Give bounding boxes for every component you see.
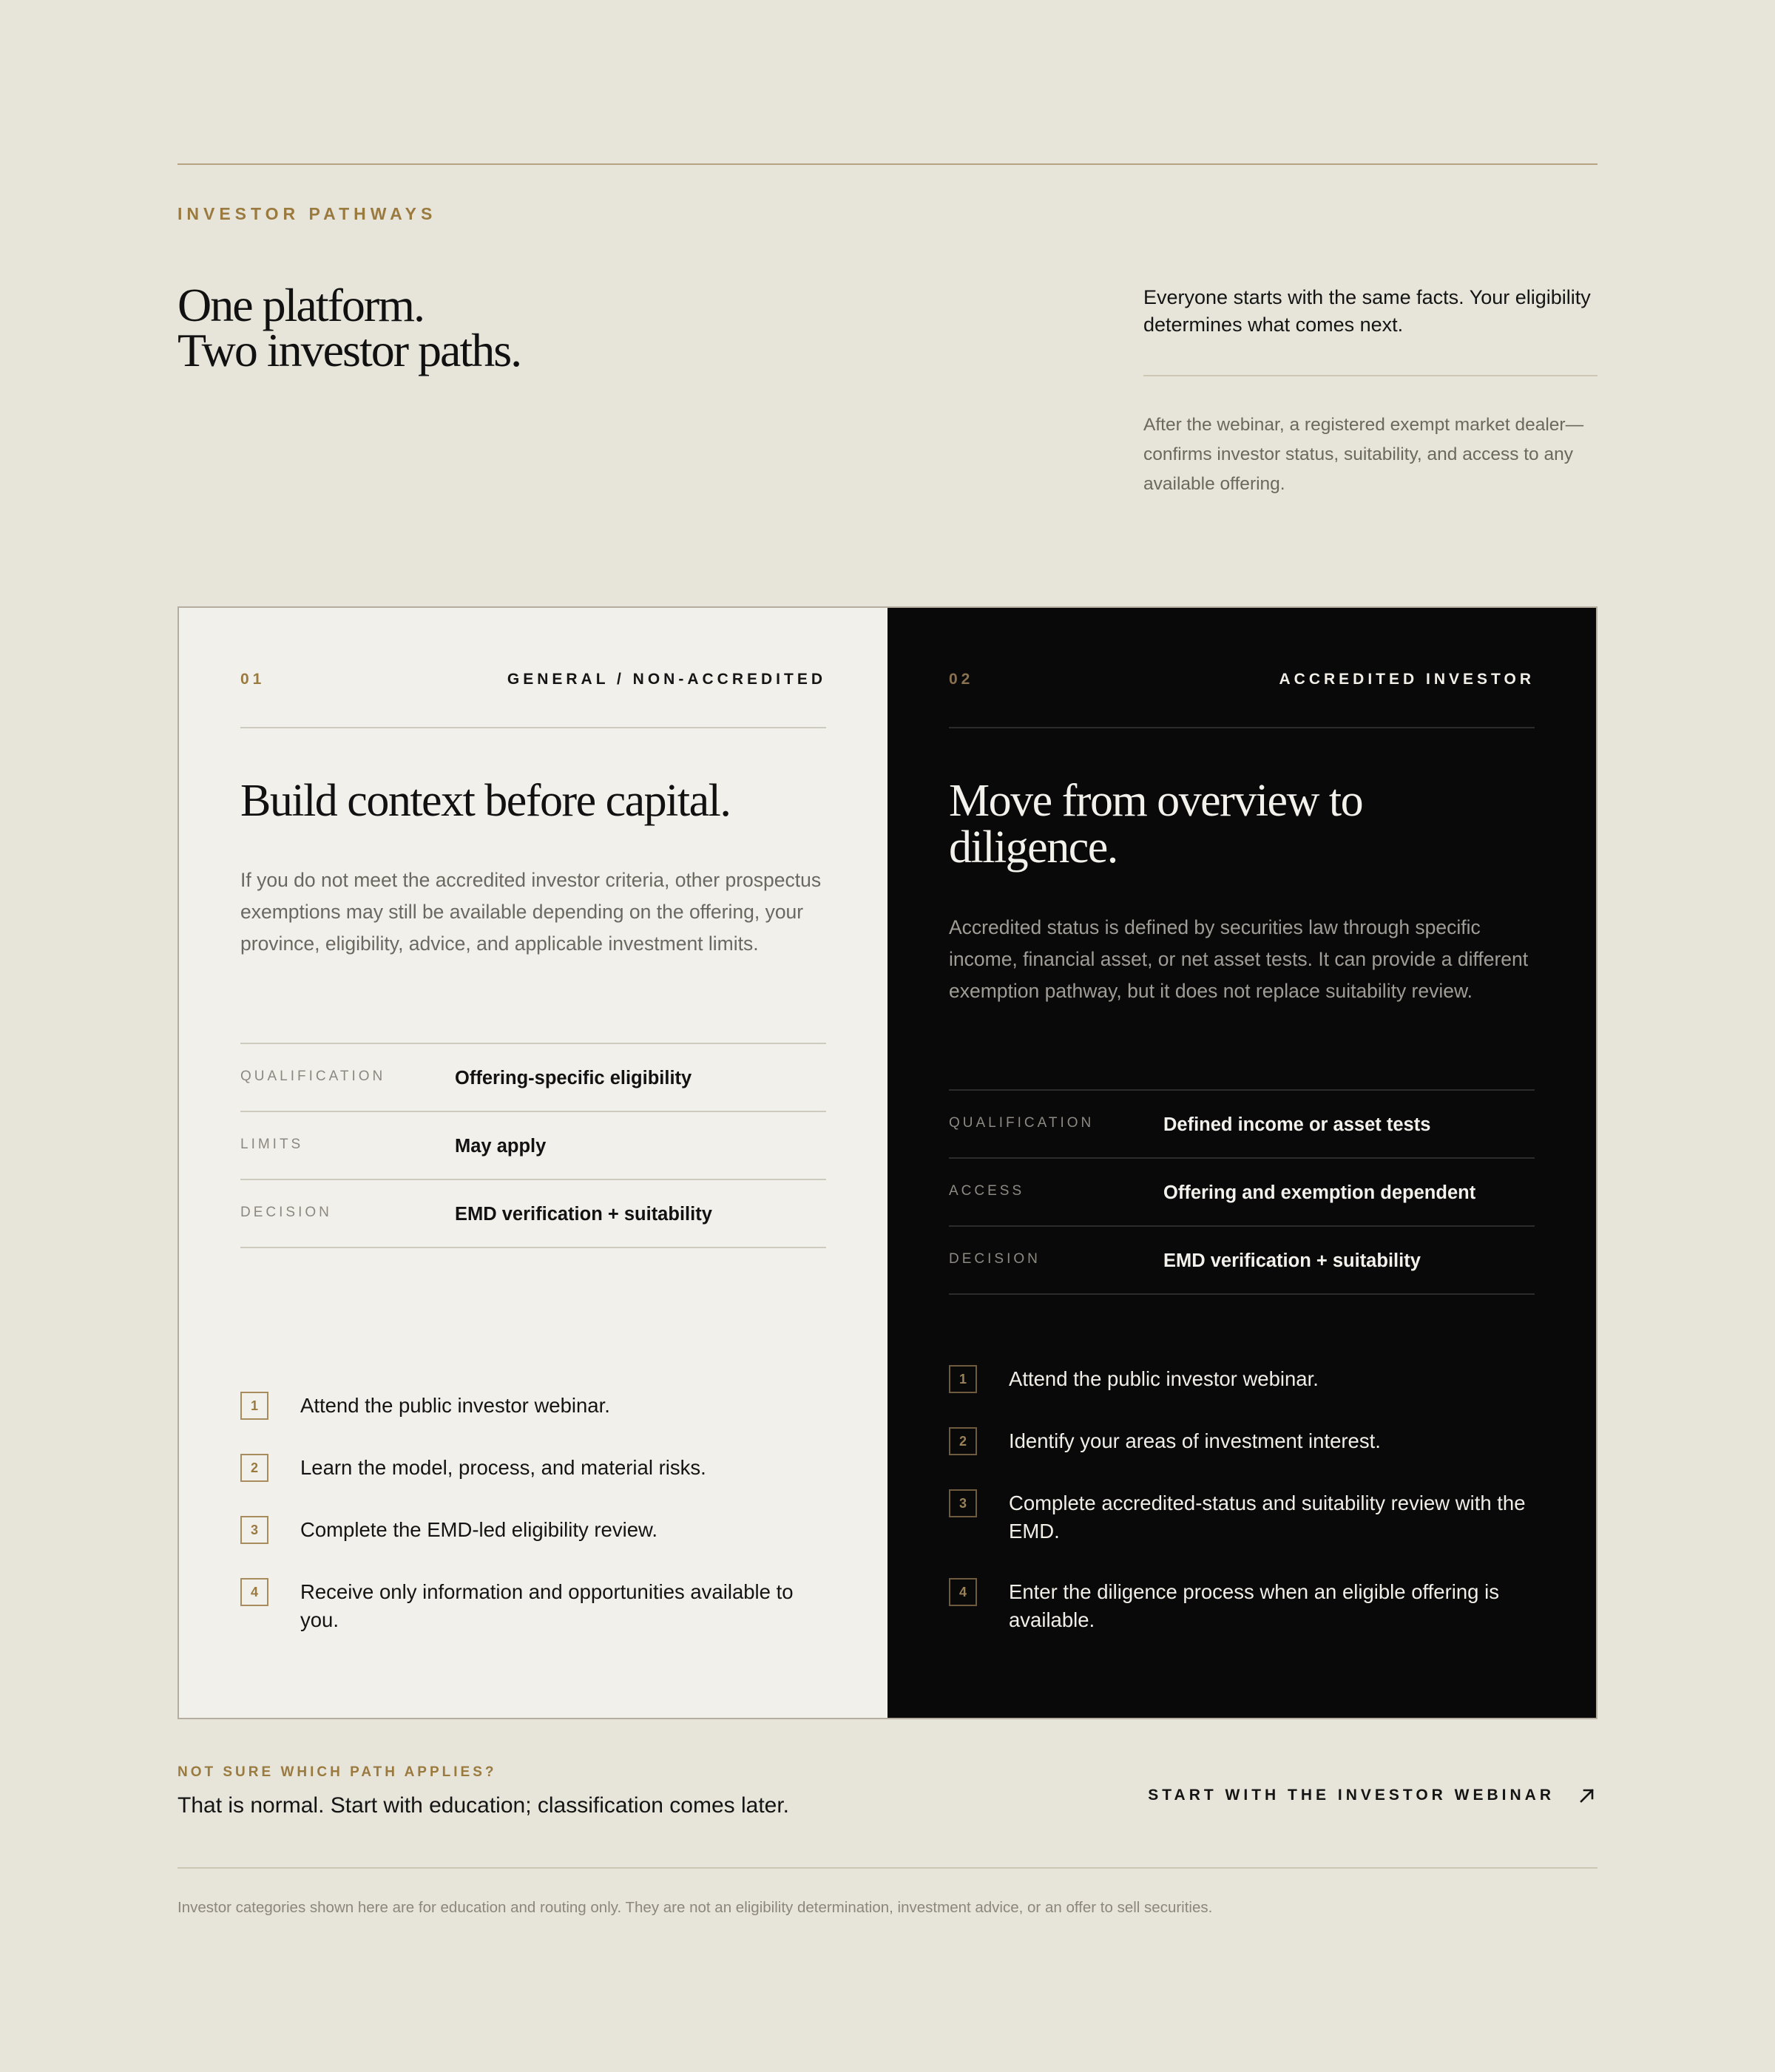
step-text: Learn the model, process, and material risks.: [300, 1456, 706, 1479]
card-title: Move from overview to diligence.: [949, 776, 1363, 873]
spec-row-qualification: [240, 1043, 826, 1111]
step-text: Enter the diligence process when an eligible offering is available.: [1009, 1580, 1499, 1631]
step-text: Receive only information and opportunities available to you.: [300, 1580, 794, 1631]
spec-value: May apply: [455, 1136, 547, 1157]
spec-value: EMD verification + suitability: [1163, 1250, 1421, 1271]
step-number-badge: 3: [240, 1516, 268, 1544]
step-text: Complete accredited-status and suitability review with the EMD.: [1009, 1492, 1526, 1543]
card-number: 02: [949, 671, 974, 688]
step-number-badge: 2: [240, 1454, 268, 1482]
bottom-divider: [178, 1867, 1598, 1869]
step-number-badge: 4: [240, 1578, 268, 1606]
spec-value: Offering and exemption dependent: [1163, 1182, 1476, 1203]
spec-row-limits: [240, 1111, 826, 1179]
spec-row-decision: [949, 1225, 1535, 1295]
page-title-line-1: One platform.: [178, 279, 424, 331]
card-divider: [949, 727, 1535, 728]
spec-label: QUALIFICATION: [240, 1069, 386, 1084]
spec-row-decision: [240, 1179, 826, 1248]
card-divider: [240, 727, 826, 728]
step-number-badge: 2: [949, 1427, 977, 1455]
spec-label: DECISION: [949, 1251, 1041, 1267]
card-tag: ACCREDITED INVESTOR: [1279, 671, 1535, 688]
step-text: Complete the EMD-led eligibility review.: [300, 1518, 657, 1541]
card-title: Build context before capital.: [240, 776, 731, 826]
intro-body: After the webinar, a registered exempt market dealer—confirms investor status, suitability, and access to any available offering.: [1143, 415, 1584, 494]
help-eyebrow: NOT SURE WHICH PATH APPLIES?: [178, 1764, 497, 1780]
start-webinar-link[interactable]: [1148, 1781, 1598, 1810]
spec-value: Defined income or asset tests: [1163, 1114, 1431, 1135]
spec-label: DECISION: [240, 1205, 332, 1220]
step-number-badge: 4: [949, 1578, 977, 1606]
card-description: If you do not meet the accredited investor criteria, other prospectus exemptions may still be available depending on the offering, your province, eligibility, advice, and applicable investment limits.: [240, 869, 822, 955]
card-tag: GENERAL / NON-ACCREDITED: [507, 671, 826, 688]
spec-row-access: [949, 1157, 1535, 1225]
spec-label: QUALIFICATION: [949, 1115, 1095, 1131]
spec-row-qualification: [949, 1089, 1535, 1157]
section-eyebrow: INVESTOR PATHWAYS: [178, 204, 437, 223]
step-number-badge: 1: [240, 1392, 268, 1420]
spec-value: Offering-specific eligibility: [455, 1068, 692, 1089]
step-text: Attend the public investor webinar.: [300, 1394, 610, 1417]
page-title: [178, 279, 843, 376]
spec-label: LIMITS: [240, 1137, 304, 1152]
spec-table: [240, 1043, 826, 1248]
card-description: Accredited status is defined by securities law through specific income, financial asset, or net asset tests. It can provide a different exemption pathway, but it does not replace suitability review.: [949, 916, 1529, 1002]
step-number-badge: 1: [949, 1365, 977, 1393]
disclaimer: Investor categories shown here are for education and routing only. They are not an eligibility determination, investment advice, or an offer to sell securities.: [178, 1899, 1213, 1916]
intro-divider: [1143, 375, 1598, 376]
spec-label: ACCESS: [949, 1183, 1025, 1199]
cta-label: START WITH THE INVESTOR WEBINAR: [1148, 1787, 1555, 1804]
card-number: 01: [240, 671, 266, 688]
arrow-up-right-icon: [1577, 1785, 1598, 1806]
card-general-non-accredited: [179, 608, 888, 1718]
step-text: Identify your areas of investment interest.: [1009, 1429, 1381, 1452]
spec-table: [949, 1089, 1535, 1295]
card-accredited-investor: [888, 608, 1596, 1718]
spec-value: EMD verification + suitability: [455, 1204, 712, 1225]
top-divider: [178, 163, 1598, 165]
step-number-badge: 3: [949, 1489, 977, 1517]
step-text: Attend the public investor webinar.: [1009, 1367, 1319, 1390]
help-text: That is normal. Start with education; classification comes later.: [178, 1793, 790, 1818]
pathway-cards: [178, 606, 1598, 1719]
page-title-line-2: Two investor paths.: [178, 324, 521, 376]
intro-lead: Everyone starts with the same facts. Your eligibility determines what comes next.: [1143, 286, 1591, 336]
